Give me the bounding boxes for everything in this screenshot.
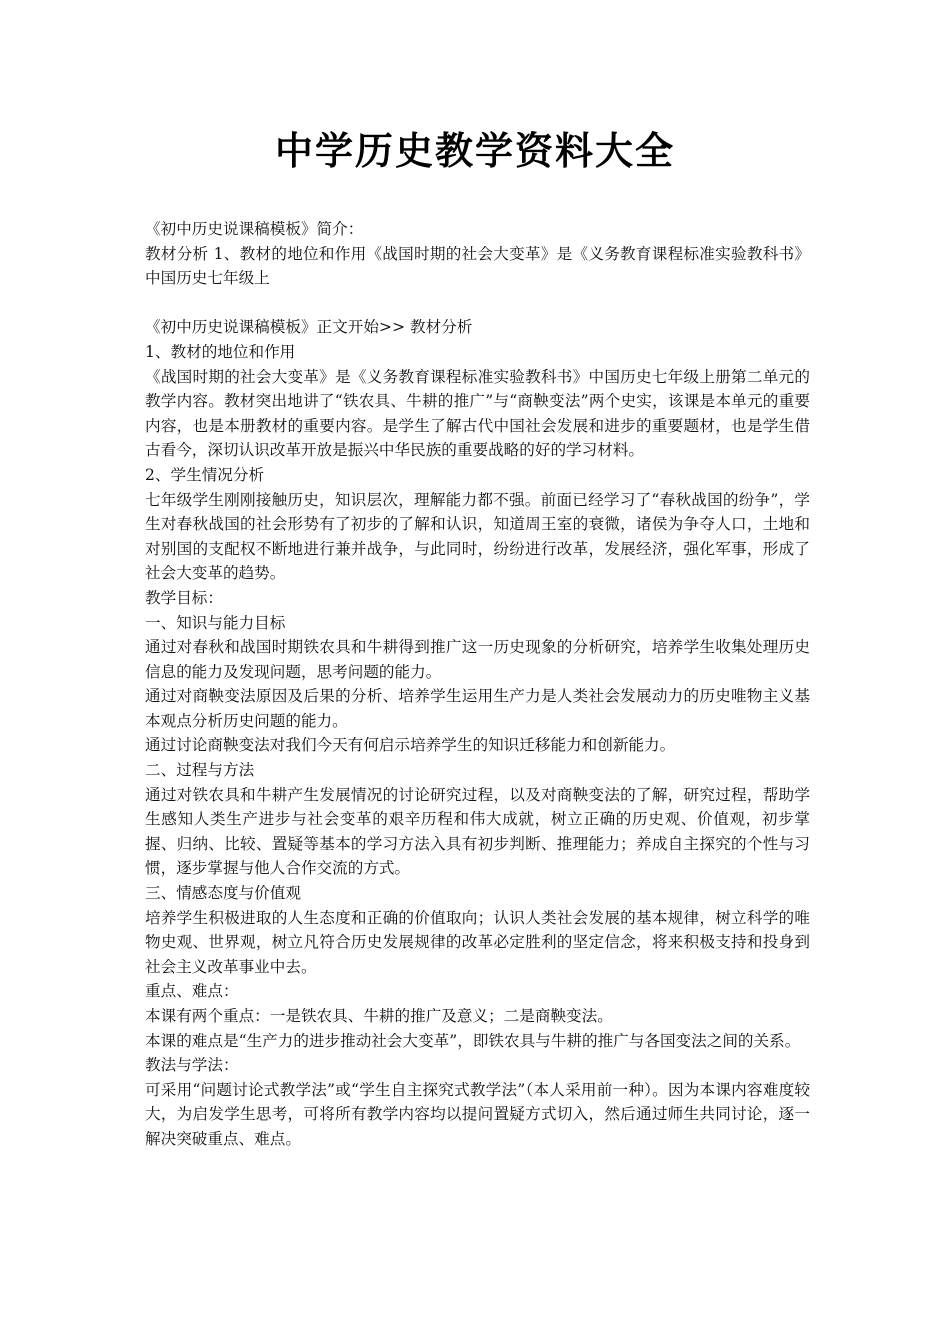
section-heading: 教学目标： (145, 588, 223, 607)
section-heading: 二、过程与方法 (145, 761, 255, 780)
intro-summary: 教材分析 1、教材的地位和作用《战国时期的社会大变革》是《义务教育课程标准实验教科书》中国历史七年级上 (145, 244, 810, 288)
paragraph: 可采用“问题讨论式教学法”或“学生自主探究式教学法”（本人采用前一种）。因为本课内容难度较大，为启发学生思考，可将所有教学内容均以提问置疑方式切入，然后通过师生共同讨论，逐一解决突破重点、难点。 (145, 1080, 810, 1148)
main-start-line: 《初中历史说课稿模板》正文开始>> 教材分析 (145, 318, 473, 337)
paragraph: 《战国时期的社会大变革》是《义务教育课程标准实验教科书》中国历史七年级上册第二单元的教学内容。教材突出地讲了“铁农具、牛耕的推广”与“商鞅变法”两个史实，该课是本单元的重要内容，也是本册教材的重要内容。是学生了解古代中国社会发展和进步的重要题材，也是学生借古看今，深切认识改革开放是振兴中华民族的重要战略的好的学习材料。 (145, 367, 810, 460)
document-title: 中学历史教学资料大全 (274, 129, 675, 173)
document-body (145, 217, 810, 1152)
blank-line (145, 291, 810, 316)
intro-heading: 《初中历史说课稿模板》简介： (145, 220, 364, 238)
section-heading: 教法与学法： (145, 1056, 239, 1075)
section-heading: 2、学生情况分析 (145, 465, 265, 484)
paragraph: 通过对铁农具和牛耕产生发展情况的讨论研究过程，以及对商鞅变法的了解，研究过程，帮助学生感知人类生产进步与社会变革的艰辛历程和伟大成就，树立正确的历史观、价值观，初步掌握、归纳、比较、置疑等基本的学习方法入具有初步判断、推理能力；养成自主探究的个性与习惯，逐步掌握与他人合作交流的方式。 (145, 785, 810, 878)
section-heading: 重点、难点： (145, 982, 239, 1001)
paragraph: 培养学生积极进取的人生态度和正确的价值取向；认识人类社会发展的基本规律，树立科学的唯物史观、世界观，树立凡符合历史发展规律的改革必定胜利的坚定信念，将来积极支持和投身到社会主义改革事业中去。 (145, 908, 810, 976)
section-heading: 三、情感态度与价值观 (145, 884, 301, 903)
paragraph: 通过讨论商鞅变法对我们今天有何启示培养学生的知识迁移能力和创新能力。 (145, 736, 676, 755)
section-heading: 一、知识与能力目标 (145, 613, 286, 632)
paragraph: 七年级学生刚刚接触历史，知识层次，理解能力都不强。前面已经学习了“春秋战国的纷争”，学生对春秋战国的社会形势有了初步的了解和认识，知道周王室的衰微，诸侯为争夺人口，土地和对别国的支配权不断地进行兼并战争，与此同时，纷纷进行改革，发展经济，强化军事，形成了社会大变革的趋势。 (145, 490, 810, 583)
section-heading: 1、教材的地位和作用 (145, 342, 296, 361)
paragraph: 本课有两个重点：一是铁农具、牛耕的推广及意义；二是商鞅变法。 (145, 1007, 613, 1025)
paragraph: 通过对商鞅变法原因及后果的分析、培养学生运用生产力是人类社会发展动力的历史唯物主义基本观点分析历史问题的能力。 (145, 687, 810, 730)
paragraph: 本课的难点是“生产力的进步推动社会大变革”，即铁农具与牛耕的推广与各国变法之间的关系。 (145, 1031, 801, 1050)
paragraph: 通过对春秋和战国时期铁农具和牛耕得到推广这一历史现象的分析研究，培养学生收集处理历史信息的能力及发现问题，思考问题的能力。 (145, 638, 810, 681)
